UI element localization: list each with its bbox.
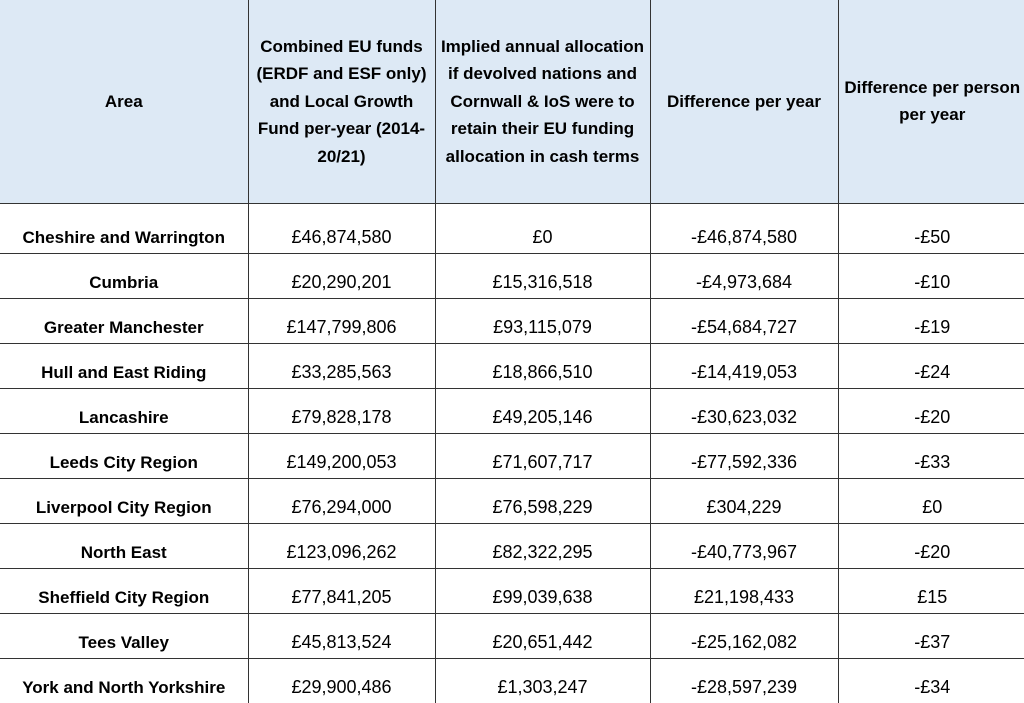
table-row	[0, 388, 1024, 433]
cell-area: Cumbria	[0, 253, 248, 298]
cell-implied: £18,866,510	[435, 343, 650, 388]
cell-implied: £76,598,229	[435, 478, 650, 523]
cell-difference: -£40,773,967	[650, 523, 838, 568]
cell-difference: -£30,623,032	[650, 388, 838, 433]
cell-difference: -£4,973,684	[650, 253, 838, 298]
cell-combined: £149,200,053	[248, 433, 435, 478]
table-row	[0, 343, 1024, 388]
table-row	[0, 253, 1024, 298]
cell-implied: £15,316,518	[435, 253, 650, 298]
table-row	[0, 203, 1024, 253]
table-row	[0, 433, 1024, 478]
cell-combined: £29,900,486	[248, 658, 435, 703]
cell-combined: £76,294,000	[248, 478, 435, 523]
cell-difference: £304,229	[650, 478, 838, 523]
table-row	[0, 523, 1024, 568]
cell-implied: £99,039,638	[435, 568, 650, 613]
cell-implied: £0	[435, 203, 650, 253]
table-row	[0, 568, 1024, 613]
cell-per-person: -£33	[838, 433, 1024, 478]
cell-implied: £71,607,717	[435, 433, 650, 478]
cell-area: York and North Yorkshire	[22, 678, 226, 697]
cell-implied: £93,115,079	[435, 298, 650, 343]
table-row	[0, 658, 1024, 703]
cell-implied: £82,322,295	[435, 523, 650, 568]
table-header	[0, 0, 1024, 203]
cell-implied: £49,205,146	[435, 388, 650, 433]
cell-difference: -£54,684,727	[650, 298, 838, 343]
table-row	[0, 298, 1024, 343]
cell-per-person: £0	[838, 478, 1024, 523]
cell-implied: £20,651,442	[435, 613, 650, 658]
cell-difference: -£14,419,053	[650, 343, 838, 388]
cell-area: Liverpool City Region	[0, 478, 248, 523]
cell-area: Tees Valley	[0, 613, 248, 658]
cell-combined: £33,285,563	[248, 343, 435, 388]
cell-per-person: -£20	[838, 388, 1024, 433]
cell-combined: £45,813,524	[248, 613, 435, 658]
cell-area: North East	[0, 523, 248, 568]
cell-area: Lancashire	[0, 388, 248, 433]
cell-combined: £79,828,178	[248, 388, 435, 433]
table-body	[0, 203, 1024, 703]
cell-difference: -£25,162,082	[650, 613, 838, 658]
cell-combined: £77,841,205	[248, 568, 435, 613]
table-row	[0, 478, 1024, 523]
cell-combined: £147,799,806	[248, 298, 435, 343]
cell-implied: £1,303,247	[435, 658, 650, 703]
cell-per-person: -£19	[838, 298, 1024, 343]
header-combined-funds: Combined EU funds (ERDF and ESF only) and Local Growth Fund per-year (2014-20/21)	[248, 0, 435, 203]
cell-difference: -£46,874,580	[650, 203, 838, 253]
cell-combined: £46,874,580	[248, 203, 435, 253]
cell-combined: £20,290,201	[248, 253, 435, 298]
table-row	[0, 613, 1024, 658]
cell-per-person: -£10	[838, 253, 1024, 298]
cell-per-person: -£34	[838, 658, 1024, 703]
cell-area: Greater Manchester	[0, 298, 248, 343]
cell-area: Hull and East Riding	[0, 343, 248, 388]
cell-area: Sheffield City Region	[0, 568, 248, 613]
cell-difference: -£77,592,336	[650, 433, 838, 478]
cell-per-person: -£50	[838, 203, 1024, 253]
cell-combined: £123,096,262	[248, 523, 435, 568]
cell-per-person: £15	[838, 568, 1024, 613]
header-difference-per-year: Difference per year	[650, 0, 838, 203]
cell-per-person: -£37	[838, 613, 1024, 658]
cell-difference: -£28,597,239	[650, 658, 838, 703]
cell-area: Leeds City Region	[0, 433, 248, 478]
cell-difference: £21,198,433	[650, 568, 838, 613]
header-row	[0, 0, 1024, 203]
header-difference-per-person: Difference per person per year	[838, 0, 1024, 203]
cell-area: Cheshire and Warrington	[0, 203, 248, 253]
header-area: Area	[0, 0, 248, 203]
cell-per-person: -£24	[838, 343, 1024, 388]
header-implied-allocation: Implied annual allocation if devolved nations and Cornwall & IoS were to retain their EU funding allocation in cash terms	[435, 0, 650, 203]
cell-per-person: -£20	[838, 523, 1024, 568]
